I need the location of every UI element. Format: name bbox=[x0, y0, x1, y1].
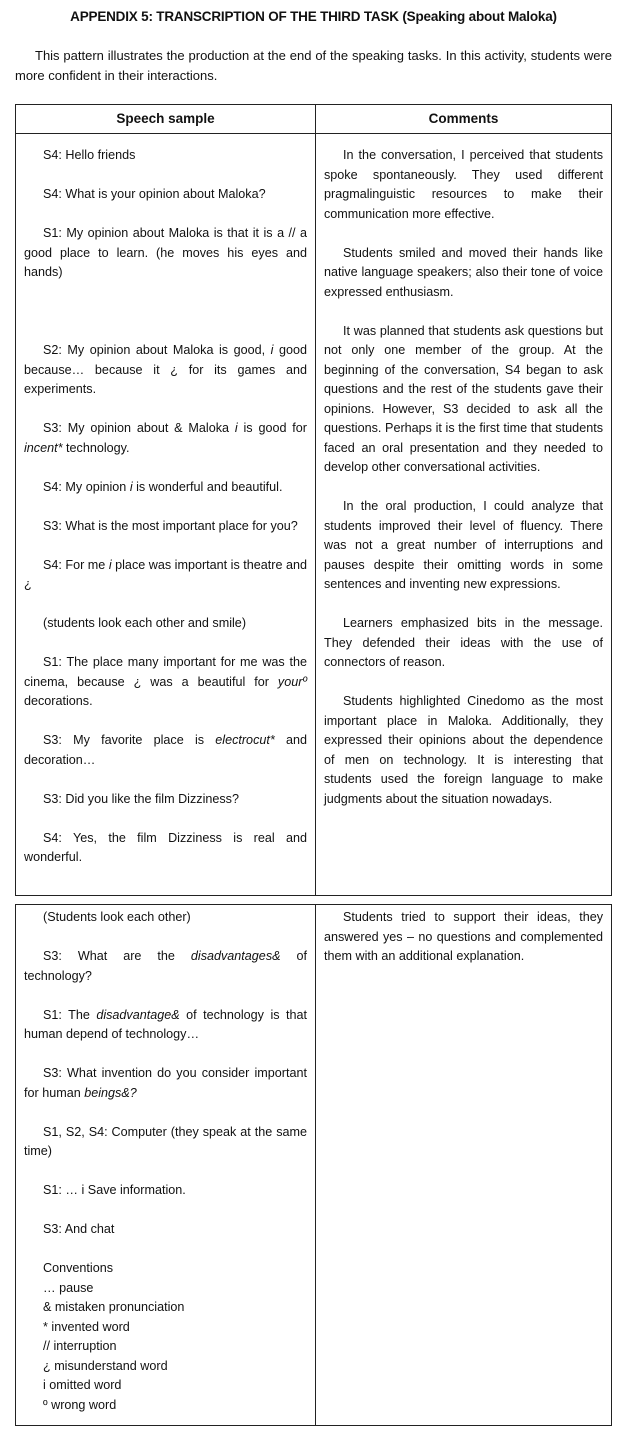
transcript-paragraph bbox=[24, 790, 307, 810]
text-segment: S1: My opinion about Maloka is that it is a // a good place to learn. (he moves his eyes and hands) bbox=[24, 226, 307, 279]
text-segment: S3: What are the bbox=[43, 949, 191, 963]
marked-word: i bbox=[129, 479, 133, 494]
text-segment: Students tried to support their ideas, they answered yes – no questions and complemented them with an additional explanation. bbox=[324, 910, 603, 963]
transcript-paragraph bbox=[24, 185, 307, 205]
transcript-paragraph bbox=[24, 1006, 307, 1045]
text-segment: place was important is theatre and ¿ bbox=[24, 557, 307, 591]
text-segment: S4: What is your opinion about Maloka? bbox=[43, 187, 266, 201]
header-comments: Comments bbox=[316, 105, 612, 134]
transcript-paragraph bbox=[324, 908, 603, 967]
text-segment: S2: My opinion about Maloka is good, bbox=[43, 343, 271, 357]
conventions-list bbox=[24, 1279, 307, 1416]
appendix-title: APPENDIX 5: TRANSCRIPTION OF THE THIRD TASK (Speaking about Maloka) bbox=[70, 9, 557, 24]
comments-cell bbox=[316, 905, 612, 1426]
transcript-paragraph bbox=[24, 302, 307, 322]
speech-lines bbox=[24, 908, 307, 1240]
marked-word: i bbox=[270, 343, 274, 357]
transcript-paragraph bbox=[24, 146, 307, 166]
convention-item: i omitted word bbox=[43, 1378, 122, 1392]
transcript-paragraph bbox=[24, 947, 307, 986]
text-segment: S1, S2, S4: Computer (they speak at the same time) bbox=[24, 1124, 307, 1158]
comments-cell bbox=[316, 134, 612, 896]
marked-word: incent* bbox=[24, 440, 63, 455]
transcript-paragraph bbox=[24, 908, 307, 928]
text-segment: S1: … i Save information. bbox=[43, 1183, 186, 1197]
text-segment: technology. bbox=[62, 440, 130, 455]
marked-word: yourº bbox=[277, 674, 307, 689]
text-segment: Learners emphasized bits in the message. They defended their ideas with the use of connectors of reason. bbox=[324, 616, 603, 669]
marked-word: i bbox=[234, 421, 238, 435]
transcript-paragraph bbox=[324, 322, 603, 478]
transcript-paragraph bbox=[24, 341, 307, 400]
header-speech-sample: Speech sample bbox=[16, 105, 316, 134]
convention-item: * invented word bbox=[43, 1319, 130, 1334]
intro-paragraph: This pattern illustrates the production at the end of the speaking tasks. In this activity, students were more confident in their interactions. bbox=[15, 48, 612, 83]
convention-item: & mistaken pronunciation bbox=[43, 1300, 185, 1314]
text-segment: S1: The bbox=[43, 1007, 97, 1022]
transcript-paragraph bbox=[24, 556, 307, 595]
transcript-paragraph bbox=[24, 478, 307, 498]
marked-word: disadvantage& bbox=[96, 1007, 180, 1022]
text-segment: S4: Yes, the film Dizziness is real and wonderful. bbox=[24, 830, 307, 864]
transcript-paragraph bbox=[24, 829, 307, 868]
text-segment: and decoration… bbox=[24, 733, 308, 767]
text-segment: S1: The place many important for me was the cinema, because ¿ was a beautiful for bbox=[24, 655, 307, 689]
text-segment: good because… because it ¿ for its games and experiments. bbox=[24, 343, 308, 396]
text-segment: S3: What invention do you consider important for human bbox=[24, 1066, 307, 1100]
transcription-table-1 bbox=[15, 104, 612, 896]
text-segment: S3: My favorite place is bbox=[43, 733, 216, 747]
text-segment: is good for bbox=[237, 421, 307, 435]
text-segment: S3: What is the most important place for you? bbox=[43, 518, 298, 533]
marked-word: electrocut* bbox=[215, 733, 275, 747]
text-segment: (students look each other and smile) bbox=[43, 616, 247, 630]
text-segment: of technology? bbox=[24, 949, 307, 983]
transcript-paragraph bbox=[24, 517, 307, 537]
marked-word: disadvantages& bbox=[190, 949, 281, 963]
transcript-paragraph bbox=[324, 244, 603, 303]
transcript-paragraph bbox=[324, 692, 603, 809]
conventions-title: Conventions bbox=[43, 1261, 114, 1275]
text-segment: decorations. bbox=[24, 694, 93, 708]
transcript-paragraph bbox=[24, 1220, 307, 1240]
text-segment: In the conversation, I perceived that students spoke spontaneously. They used different pragmalinguistic resources to make their communication more effective. bbox=[324, 148, 603, 221]
text-segment: Students highlighted Cinedomo as the most important place in Maloka. Additionally, they expressed their opinions about the dependence of men on technology. It is interesting that students used the foreign language to make judgments about the situation nowadays. bbox=[324, 694, 603, 806]
transcript-paragraph bbox=[324, 146, 603, 224]
transcript-paragraph bbox=[324, 614, 603, 673]
convention-item: ¿ misunderstand word bbox=[43, 1358, 168, 1373]
transcript-paragraph bbox=[24, 1064, 307, 1103]
text-segment: is wonderful and beautiful. bbox=[132, 479, 283, 494]
transcript-paragraph bbox=[24, 419, 307, 458]
text-segment: S3: My opinion about & Maloka bbox=[43, 421, 235, 435]
text-segment: In the oral production, I could analyze that students improved their level of fluency. There was not a great number of interruptions and pauses despite their omitting words in some sentences and inventing new expressions. bbox=[324, 499, 603, 591]
text-segment: S3: And chat bbox=[43, 1222, 115, 1236]
transcription-table-2 bbox=[15, 904, 612, 1426]
text-segment: Students smiled and moved their hands like native language speakers; also their tone of voice expressed enthusiasm. bbox=[324, 245, 603, 299]
text-segment: S3: Did you like the film Dizziness? bbox=[43, 791, 239, 806]
transcript-paragraph bbox=[24, 1123, 307, 1162]
text-segment: It was planned that students ask questions but not only one member of the group. At the beginning of the conversation, S4 began to ask questions and the rest of the students gave their opinions. However, S3 decided to ask all the questions. Perhaps it is the first time that students faced an oral presentation and they needed to develop other conversational activities. bbox=[324, 323, 603, 474]
transcript-paragraph bbox=[24, 1181, 307, 1201]
speech-cell bbox=[16, 134, 316, 896]
marked-word: i bbox=[108, 557, 112, 572]
text-segment: (Students look each other) bbox=[43, 910, 191, 924]
convention-item: … pause bbox=[43, 1280, 94, 1295]
text-segment: S4: Hello friends bbox=[43, 148, 136, 162]
convention-item: º wrong word bbox=[43, 1397, 117, 1412]
convention-item: // interruption bbox=[43, 1339, 117, 1353]
transcript-paragraph bbox=[324, 497, 603, 595]
text-segment: of technology is that human depend of technology… bbox=[24, 1007, 308, 1041]
transcript-paragraph bbox=[24, 653, 307, 712]
transcript-paragraph bbox=[24, 614, 307, 634]
text-segment: S4: For me bbox=[43, 557, 109, 572]
speech-cell bbox=[16, 905, 316, 1426]
marked-word: beings&? bbox=[84, 1085, 137, 1100]
transcript-paragraph bbox=[24, 731, 307, 770]
text-segment: S4: My opinion bbox=[43, 479, 130, 494]
transcript-paragraph bbox=[24, 224, 307, 283]
